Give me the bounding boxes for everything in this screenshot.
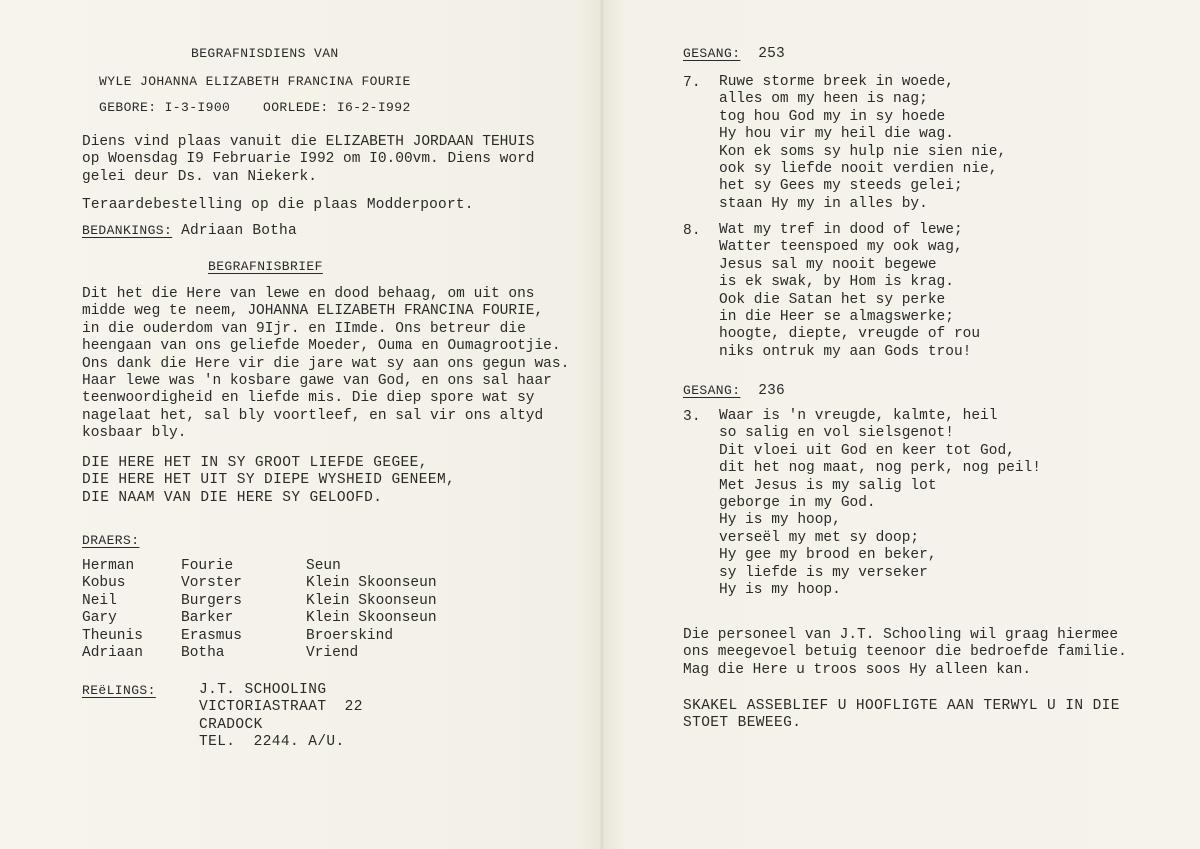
letter-heading: BEGRAFNISBRIEF [208, 259, 323, 274]
verse-line: niks ontruk my aan Gods trou! [719, 343, 972, 360]
service-line: Diens vind plaas vanuit die ELIZABETH JORDAAN TEHUIS [82, 134, 535, 150]
bearer-surname: Vorster [181, 575, 242, 592]
thanks-label: BEDANKINGS: [82, 223, 173, 238]
verse-line: Wat my tref in dood of lewe; [719, 222, 963, 238]
verse-line: Hy hou vir my heil die wag. [719, 126, 954, 143]
bearers-label: DRAERS: [82, 533, 140, 548]
verse-line: ook sy liefde nooit verdien nie, [719, 161, 998, 178]
creed-line: DIE HERE HET IN SY GROOT LIEFDE GEGEE, [82, 455, 428, 471]
verse-line: Dit vloei uit God en keer tot God, [719, 442, 1015, 459]
bearer-first-name: Kobus [82, 575, 126, 592]
address-line: VICTORIASTRAAT 22 [199, 699, 363, 716]
thanks-value: Adriaan Botha [181, 223, 297, 239]
funeral-letter [82, 286, 569, 443]
verse-8-number: 8. [683, 223, 701, 239]
bearer-relation: Broerskind [306, 627, 394, 644]
bearer-first-name: Neil [82, 592, 117, 609]
verse-line: het sy Gees my steeds gelei; [719, 178, 963, 195]
bearer-first-name: Gary [82, 610, 117, 627]
deceased-name: WYLE JOHANNA ELIZABETH FRANCINA FOURIE [99, 74, 411, 89]
condolence-line: Die personeel van J.T. Schooling wil graag hiermee [683, 627, 1119, 643]
letter-line: in die ouderdom van 9Ijr. en IImde. Ons betreur die [82, 320, 526, 337]
bearer-surname: Erasmus [181, 627, 242, 644]
bearer-surname: Barker [181, 610, 234, 627]
verse-line: in die Heer se almagswerke; [719, 309, 954, 326]
verse-line: geborge in my God. [719, 495, 876, 512]
verse-line: staan Hy my in alles by. [719, 195, 928, 212]
verse-line: Kon ek soms sy hulp nie sien nie, [719, 143, 1007, 160]
service-line: op Woensdag I9 Februarie I992 om I0.00vm. Diens word [82, 151, 535, 168]
bearer-relation: Seun [306, 558, 341, 574]
hymn-label: GESANG: [683, 46, 741, 61]
verse-line: dit het nog maat, nog perk, nog peil! [719, 460, 1041, 477]
verse-8 [719, 222, 980, 361]
arrangements-label: REëLINGS: [82, 683, 156, 698]
verse-3 [719, 408, 1041, 599]
letter-line: Dit het die Here van lewe en dood behaag, om uit ons [82, 286, 535, 302]
address-line: J.T. SCHOOLING [199, 682, 327, 698]
letter-line: teenwoordigheid en liefde mis. Die diep spore wat sy [82, 390, 535, 407]
page-fold [600, 0, 604, 849]
notice-line: STOET BEWEEG. [683, 715, 802, 732]
verse-line: so salig en vol sielsgenot! [719, 425, 954, 442]
verse-line: Ook die Satan het sy perke [719, 291, 946, 308]
bearer-first-name: Adriaan [82, 645, 143, 662]
verse-line: Watter teenspoed my ook wag, [719, 239, 963, 256]
verse-line: sy liefde is my verseker [719, 564, 928, 581]
bearer-surname: Fourie [181, 558, 234, 574]
arrangements-address [199, 682, 363, 752]
condolence-line: ons meegevoel betuig teenoor die bedroefde familie. [683, 644, 1127, 661]
hymn-236-heading [683, 382, 785, 400]
letter-line: midde weg te neem, JOHANNA ELIZABETH FRANCINA FOURIE, [82, 303, 544, 320]
verse-line: tog hou God my in sy hoede [719, 108, 946, 125]
creed-line: DIE HERE HET UIT SY DIEPE WYSHEID GENEEM, [82, 472, 456, 489]
verse-line: is ek swak, by Hom is krag. [719, 274, 954, 291]
verse-3-number: 3. [683, 409, 701, 425]
letter-line: Ons dank die Here vir die jare wat sy aan ons gegun was. [82, 355, 570, 372]
service-title: BEGRAFNISDIENS VAN [191, 46, 339, 61]
letter-line: heengaan van ons geliefde Moeder, Ouma en Oumagrootjie. [82, 338, 561, 355]
bearer-relation: Klein Skoonseun [306, 610, 437, 627]
thanks-line [82, 222, 297, 240]
bearers-first-names [82, 558, 143, 662]
address-line: CRADOCK [199, 716, 263, 733]
verse-line: Hy is my hoop. [719, 582, 841, 599]
creed-line: DIE NAAM VAN DIE HERE SY GELOOFD. [82, 489, 383, 506]
hymn-number: 253 [758, 46, 785, 62]
verse-line: Jesus sal my nooit begewe [719, 256, 937, 273]
bearer-relation: Klein Skoonseun [306, 592, 437, 609]
bearers-relations [306, 558, 437, 662]
verse-line: Waar is 'n vreugde, kalmte, heil [719, 408, 998, 424]
bearer-relation: Vriend [306, 645, 359, 662]
bearers-surnames [181, 558, 242, 662]
letter-line: nagelaat het, sal bly voortleef, en sal vir ons altyd [82, 407, 544, 424]
verse-7-number: 7. [683, 75, 701, 91]
bearer-relation: Klein Skoonseun [306, 575, 437, 592]
creed [82, 455, 455, 507]
verse-line: Hy is my hoop, [719, 512, 841, 529]
verse-line: alles om my heen is nag; [719, 91, 928, 108]
letter-line: kosbaar bly. [82, 425, 187, 442]
hymn-number: 236 [758, 383, 785, 399]
hymn-label: GESANG: [683, 383, 741, 398]
letter-line: Haar lewe was 'n kosbare gawe van God, en ons sal haar [82, 373, 552, 390]
bearer-first-name: Theunis [82, 627, 143, 644]
burial-note: Teraardebestelling op die plaas Modderpoort. [82, 197, 474, 213]
hymn-253-heading [683, 45, 785, 63]
staff-condolence [683, 627, 1127, 679]
verse-line: verseël my met sy doop; [719, 529, 920, 546]
verse-line: hoogte, diepte, vreugde of rou [719, 326, 981, 343]
procession-notice [683, 698, 1120, 733]
bearer-first-name: Herman [82, 558, 135, 574]
condolence-line: Mag die Here u troos soos Hy alleen kan. [683, 661, 1032, 678]
bearer-surname: Botha [181, 645, 225, 662]
service-line: gelei deur Ds. van Niekerk. [82, 168, 317, 185]
verse-line: Ruwe storme breek in woede, [719, 74, 954, 90]
address-line: TEL. 2244. A/U. [199, 734, 345, 751]
verse-line: Hy gee my brood en beker, [719, 547, 937, 564]
service-details [82, 134, 534, 186]
verse-7 [719, 74, 1006, 213]
birth-death-dates: GEBORE: I-3-I900 OORLEDE: I6-2-I992 [99, 100, 411, 115]
bearer-surname: Burgers [181, 592, 242, 609]
notice-line: SKAKEL ASSEBLIEF U HOOFLIGTE AAN TERWYL U IN DIE [683, 698, 1120, 714]
verse-line: Met Jesus is my salig lot [719, 477, 937, 494]
